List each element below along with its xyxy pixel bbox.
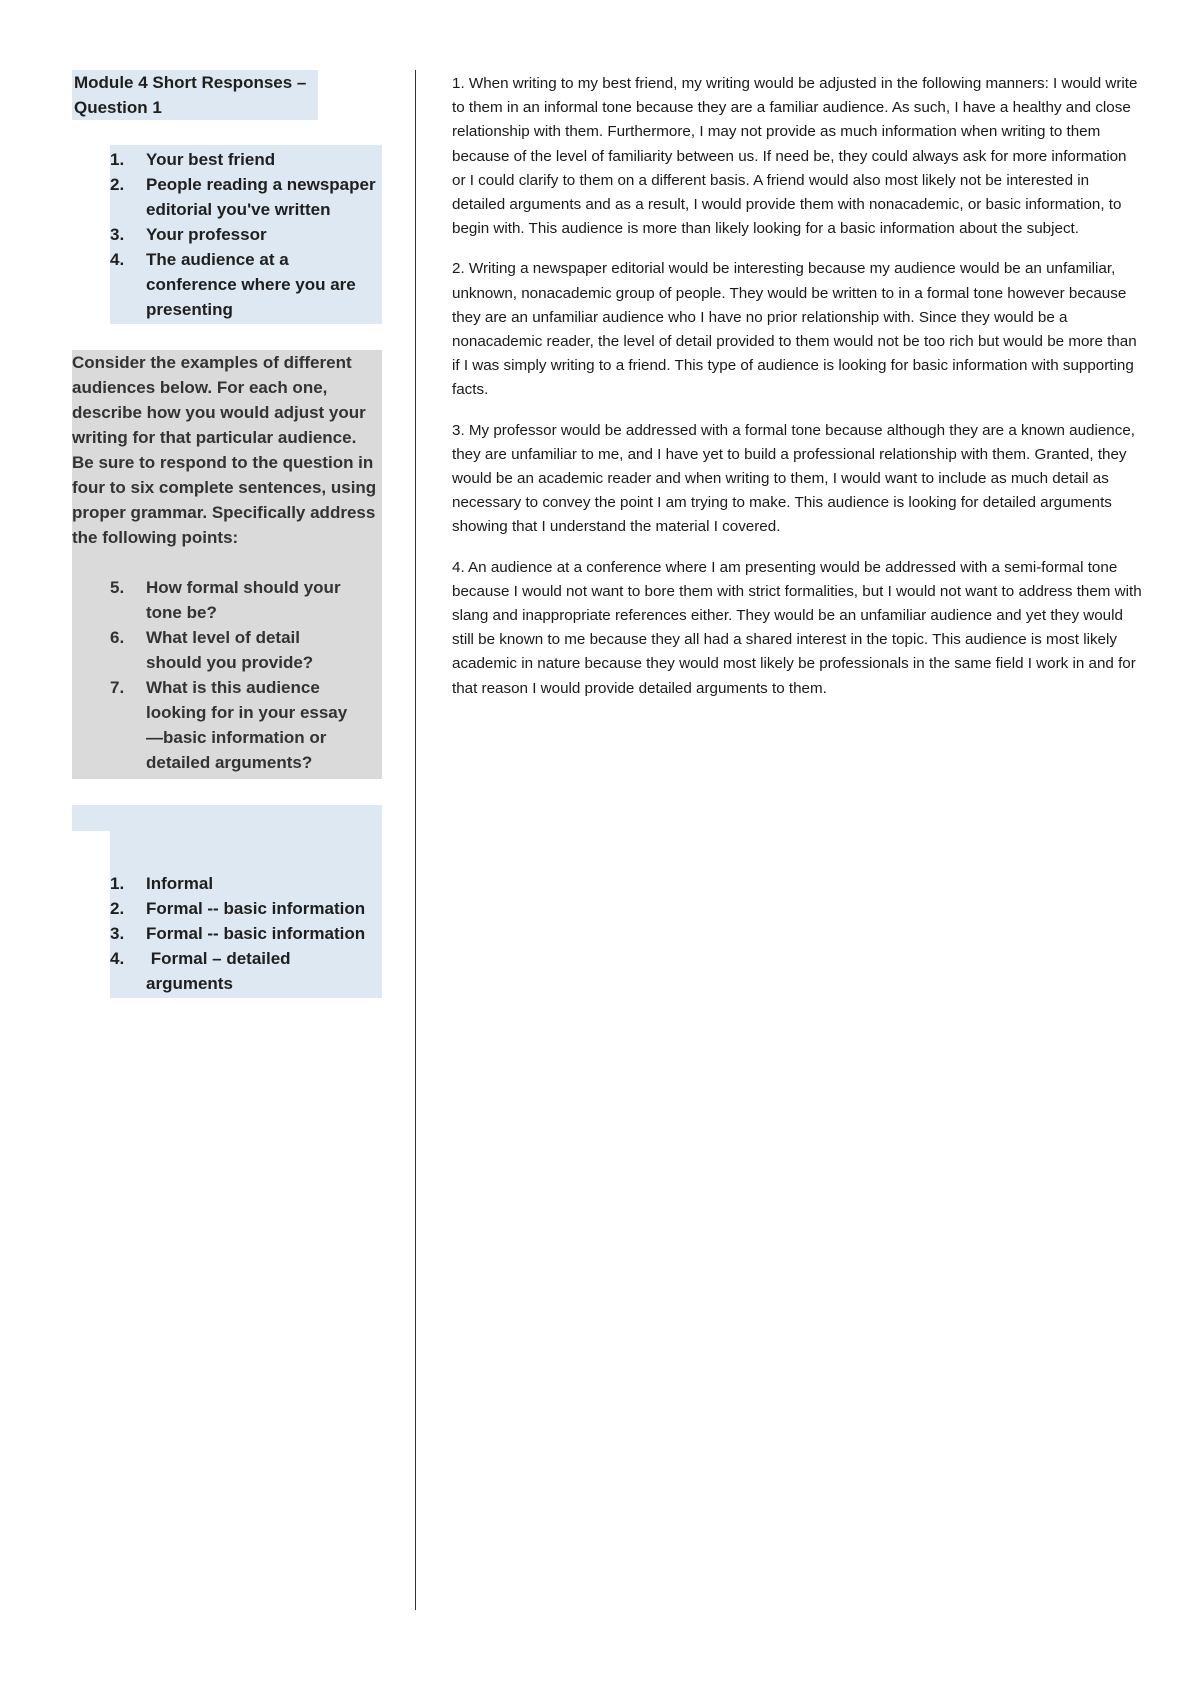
list-item: 3. Your professor <box>110 225 267 244</box>
instructions-box <box>72 350 382 779</box>
list-item: 1. Informal <box>110 874 214 893</box>
question-panel <box>72 70 382 998</box>
response-paragraph: 4. An audience at a conference where I am presenting would be addressed with a semi-formal tone because I would not want to bore them with strict formalities, but I would not want to address them with slang and inappropriate references either. They would be an unfamiliar audience and yet they would still be known to me because they all had a shared interest in the topic. This audience is most likely academic in nature because they would most likely be professionals in the same field I work in and for that reason I would provide detailed arguments to them. <box>452 558 1142 697</box>
list-item: 2. People reading a newspaper editorial you've written <box>110 175 376 219</box>
page-title: Module 4 Short Responses – Question 1 <box>72 70 318 120</box>
list-item: 3. Formal -- basic information <box>110 924 366 943</box>
instructions-text: Consider the examples of different audiences below. For each one, describe how you would adjust your writing for that particular audience. Be sure to respond to the question in four to six complete sentences, using proper grammar. Specifically address the following points: <box>72 353 377 547</box>
list-item: 4. The audience at a conference where you are presenting <box>110 250 356 319</box>
points-list <box>110 575 382 779</box>
response-paragraph: 1. When writing to my best friend, my writing would be adjusted in the following manners: I would write to them in an informal tone because they are a familiar audience. As such, I have a healthy and close relationship with them. Furthermore, I may not provide as much information when writing to them because of the level of familiarity between us. If need be, they could always ask for more information or I could clarify to them on a different basis. A friend would also most likely not be interested in detailed arguments and as a result, I would provide them with nonacademic, or basic information, to begin with. This audience is more than likely looking for a basic information about the subject. <box>452 75 1138 238</box>
audience-list-box <box>110 145 382 324</box>
list-item: 5. How formal should your tone be? <box>110 578 341 622</box>
list-item: 1. Your best friend <box>110 150 276 169</box>
response-paragraph: 2. Writing a newspaper editorial would be interesting because my audience would be an unfamiliar, unknown, nonacademic group of people. They would be written to in a formal tone however because they are an unfamiliar audience who I have no prior relationship with. Since they would be a nonacademic reader, the level of detail provided to them would not be too rich but would be more than if I was simply writing to a friend. This type of audience is looking for basic information with supporting facts. <box>452 260 1137 399</box>
list-item: 6. What level of detail should you provide? <box>110 628 314 672</box>
list-item: 4. Formal – detailed arguments <box>110 949 296 993</box>
audience-list <box>110 147 382 322</box>
summary-box <box>72 805 382 998</box>
column-divider <box>415 70 416 1610</box>
list-item: 2. Formal -- basic information <box>110 899 366 918</box>
list-item: 7. What is this audience looking for in your essay—basic information or detailed arguments? <box>110 678 348 772</box>
summary-list <box>110 871 382 996</box>
response-paragraph: 3. My professor would be addressed with a formal tone because although they are a known audience, they are unfamiliar to me, and I have yet to build a professional relationship with them. Granted, they would be an academic reader and when writing to them, I would want to include as much detail as necessary to convey the point I am trying to make. This audience is looking for detailed arguments showing that I understand the material I covered. <box>452 421 1136 536</box>
responses-column <box>452 72 1142 717</box>
